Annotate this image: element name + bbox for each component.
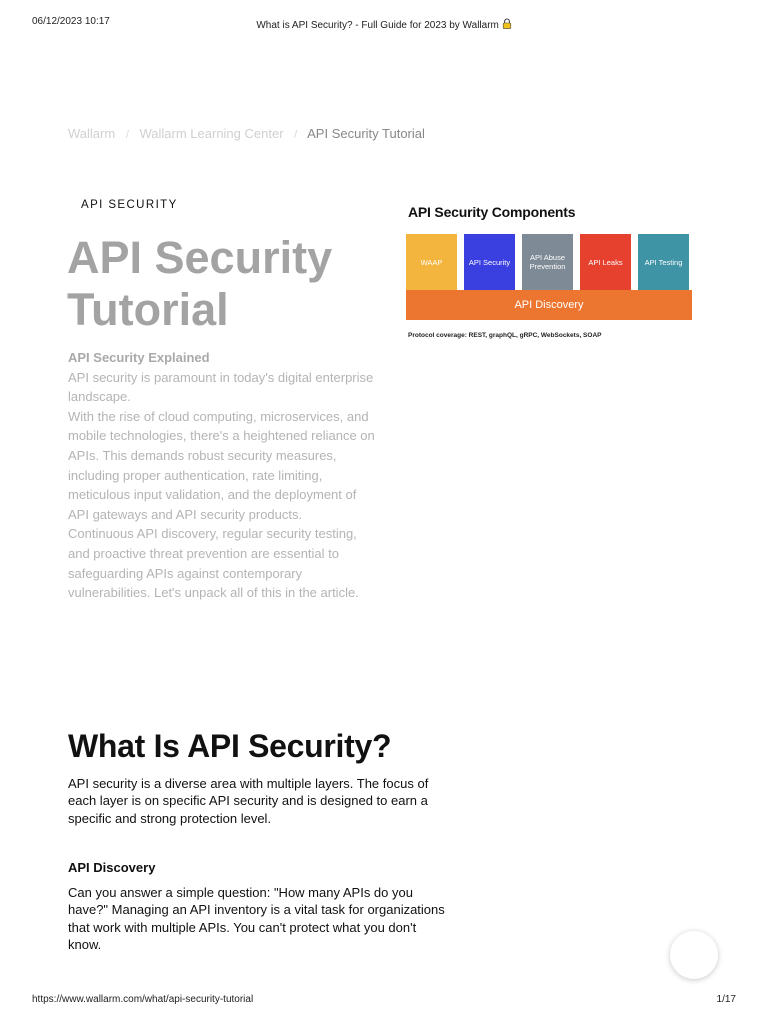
lock-icon <box>502 18 512 32</box>
breadcrumb-link-learning-center[interactable]: Wallarm Learning Center <box>139 126 284 141</box>
breadcrumb-separator: / <box>125 129 129 141</box>
diagram-title: API Security Components <box>408 204 576 220</box>
breadcrumb-current: API Security Tutorial <box>307 126 425 141</box>
hero-summary <box>68 348 378 603</box>
protocol-coverage: Protocol coverage: REST, graphQL, gRPC, WebSockets, SOAP <box>408 332 602 339</box>
component-api-abuse-prevention: API Abuse Prevention <box>522 234 573 290</box>
section-heading: What Is API Security? <box>68 728 392 764</box>
page-title: API Security Tutorial <box>67 232 333 335</box>
subsection-text: Can you answer a simple question: "How many APIs do you have?" Managing an API inventory is a vital task for organizations that work with multiple APIs. You can't protect what you don't know. <box>68 885 445 952</box>
print-page-number: 1/17 <box>716 994 736 1005</box>
summary-heading: API Security Explained <box>68 350 210 365</box>
component-api-leaks: API Leaks <box>580 234 631 290</box>
component-api-discovery: API Discovery <box>406 290 692 320</box>
api-security-components-diagram <box>404 200 694 350</box>
component-waap: WAAP <box>406 234 457 290</box>
print-title-text: What is API Security? - Full Guide for 2023 by Wallarm <box>256 20 499 31</box>
print-footer <box>32 994 736 1008</box>
print-title <box>32 18 736 32</box>
breadcrumb <box>68 126 425 141</box>
floating-chat-button[interactable] <box>670 931 718 979</box>
section-intro: API security is a diverse area with multiple layers. The focus of each layer is on specific API security and is designed to earn a specific and strong protection level. <box>68 776 429 826</box>
print-header <box>32 16 736 30</box>
summary-paragraph: Continuous API discovery, regular security testing, and proactive threat prevention are essential to safeguarding APIs against contemporary vulnerabilities. Let's unpack all of this in the article. <box>68 526 359 601</box>
component-api-security: API Security <box>464 234 515 290</box>
summary-paragraph: API security is paramount in today's digital enterprise landscape. <box>68 369 374 405</box>
breadcrumb-link-wallarm[interactable]: Wallarm <box>68 126 116 141</box>
print-datetime: 06/12/2023 10:17 <box>32 16 110 27</box>
breadcrumb-separator: / <box>294 129 298 141</box>
category-label: API SECURITY <box>81 199 178 211</box>
print-url: https://www.wallarm.com/what/api-security-tutorial <box>32 994 254 1005</box>
component-api-testing: API Testing <box>638 234 689 290</box>
summary-paragraph: With the rise of cloud computing, microservices, and mobile technologies, there's a heightened reliance on APIs. This demands robust security measures, including proper authentication, rate limiting, meticulous input validation, and the deployment of API gateways and API security products. <box>68 408 375 522</box>
subsection-heading: API Discovery <box>68 860 156 875</box>
